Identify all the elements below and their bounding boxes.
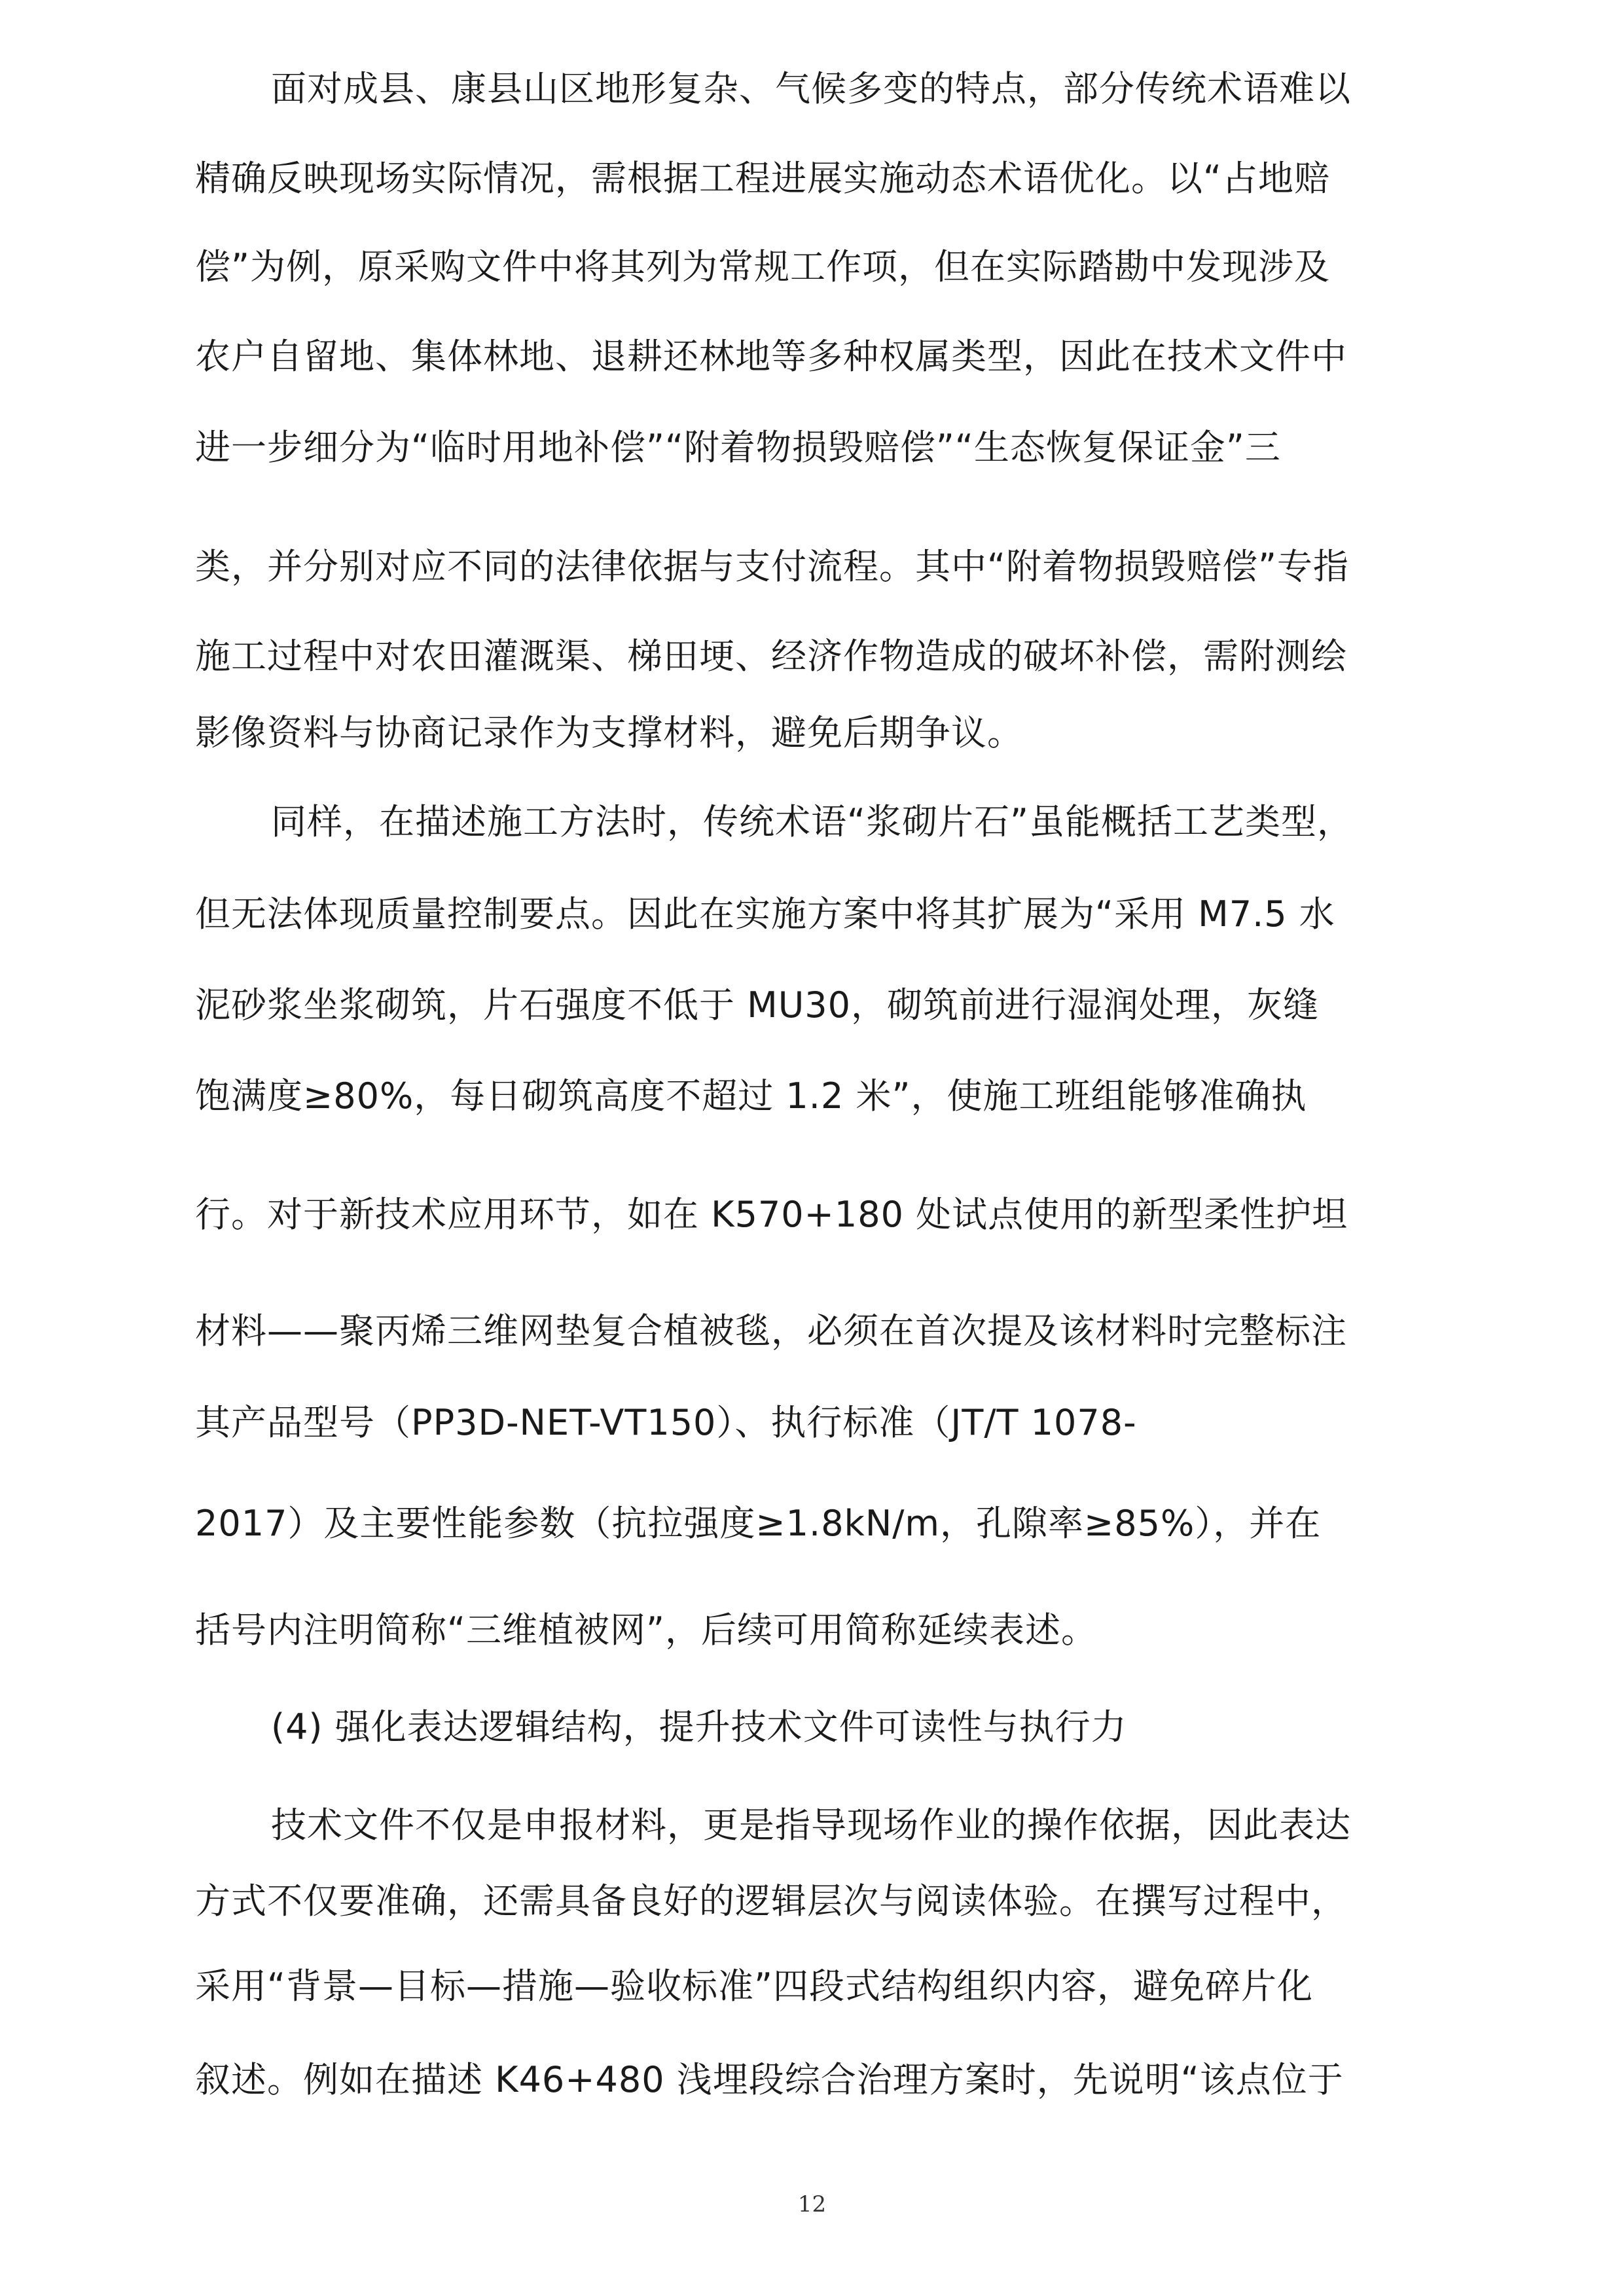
paragraph-line: 行。对于新技术应用环节，如在 K570+180 处试点使用的新型柔性护坦	[195, 1194, 1348, 1235]
paragraph-line: 饱满度≥80%，每日砌筑高度不超过 1.2 米”，使施工班组能够准确执	[195, 1075, 1307, 1117]
paragraph-line: 方式不仅要准确，还需具备良好的逻辑层次与阅读体验。在撰写过程中，	[195, 1880, 1347, 1922]
section-heading: (4) 强化表达逻辑结构，提升技术文件可读性与执行力	[271, 1706, 1127, 1748]
paragraph-line: 叙述。例如在描述 K46+480 浅埋段综合治理方案时，先说明“该点位于	[195, 2059, 1344, 2100]
paragraph-line: 但无法体现质量控制要点。因此在实施方案中将其扩展为“采用 M7.5 水	[195, 893, 1335, 935]
paragraph-line: 泥砂浆坐浆砌筑，片石强度不低于 MU30，砌筑前进行湿润处理，灰缝	[195, 984, 1319, 1026]
page-number: 12	[797, 2191, 827, 2217]
paragraph-line: 采用“背景—目标—措施—验收标准”四段式结构组织内容，避免碎片化	[195, 1965, 1313, 2007]
paragraph-line: 2017）及主要性能参数（抗拉强度≥1.8kN/m，孔隙率≥85%），并在	[195, 1503, 1322, 1544]
paragraph-line: 农户自留地、集体林地、退耕还林地等多种权属类型，因此在技术文件中	[195, 336, 1347, 377]
paragraph-line: 类，并分别对应不同的法律依据与支付流程。其中“附着物损毁赔偿”专指	[195, 546, 1349, 587]
paragraph-line: 技术文件不仅是申报材料，更是指导现场作业的操作依据，因此表达	[271, 1804, 1351, 1846]
paragraph-line: 其产品型号（PP3D-NET-VT150）、执行标准（JT/T 1078-	[195, 1402, 1137, 1443]
paragraph-line: 进一步细分为“临时用地补偿”“附着物损毁赔偿”“生态恢复保证金”三	[195, 427, 1281, 468]
paragraph-line: 材料——聚丙烯三维网垫复合植被毯，必须在首次提及该材料时完整标注	[195, 1310, 1347, 1352]
paragraph-line: 同样，在描述施工方法时，传统术语“浆砌片石”虽能概括工艺类型，	[271, 801, 1353, 842]
paragraph-line: 偿”为例，原采购文件中将其列为常规工作项，但在实际踏勘中发现涉及	[195, 246, 1330, 287]
paragraph-line: 精确反映现场实际情况，需根据工程进展实施动态术语优化。以“占地赔	[195, 158, 1330, 199]
paragraph-line: 面对成县、康县山区地形复杂、气候多变的特点，部分传统术语难以	[271, 68, 1351, 109]
paragraph-line: 括号内注明简称“三维植被网”，后续可用简称延续表述。	[195, 1609, 1097, 1651]
paragraph-line: 影像资料与协商记录作为支撑材料，避免后期争议。	[195, 712, 1023, 753]
paragraph-line: 施工过程中对农田灌溉渠、梯田埂、经济作物造成的破坏补偿，需附测绘	[195, 636, 1347, 677]
